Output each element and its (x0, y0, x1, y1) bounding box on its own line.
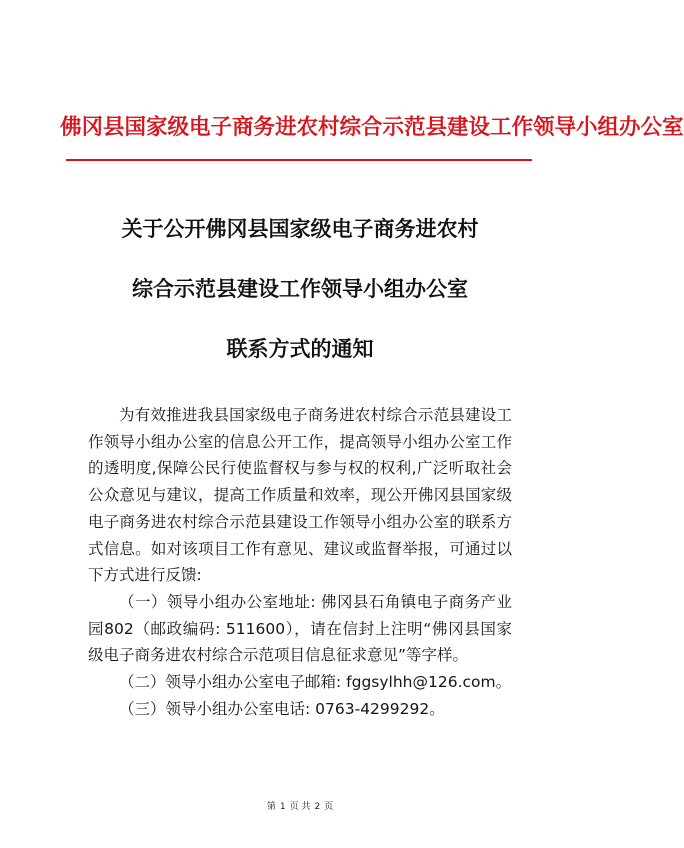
page-label-suffix: 页 (324, 802, 334, 812)
page-number-footer (0, 799, 600, 812)
document-title-line-3: 联系方式的通知 (226, 336, 374, 361)
document-title-line-2: 综合示范县建设工作领导小组办公室 (132, 276, 468, 301)
issuing-office-header: 佛冈县国家级电子商务进农村综合示范县建设工作领导小组办公室 (60, 115, 684, 140)
header-red-rule (66, 159, 532, 161)
page-current-number: 1 (279, 802, 286, 812)
contact-phone-item: （三）领导小组办公室电话: 0763-4299292。 (119, 699, 445, 718)
contact-email-item: （二）领导小组办公室电子邮箱: fggsylhh@126.com。 (119, 673, 512, 692)
intro-paragraph: 为有效推进我县国家级电子商务进农村综合示范县建设工作领导小组办公室的信息公开工作，提高领导小组办公室工作的透明度,保障公民行使监督权与参与权的权利,广泛听取社会公众意见与建议，提高工作质量和效率，现公开佛冈县国家级电子商务进农村综合示范县建设工作领导小组办公室的联系方式信息。如对该项目工作有意见、建议或监督举报，可通过以下方式进行反馈: (88, 406, 512, 585)
page-label-mid: 页 共 (289, 802, 311, 812)
page-label-prefix: 第 (266, 802, 276, 812)
document-body (88, 402, 512, 722)
document-title-line-1: 关于公开佛冈县国家级电子商务进农村 (121, 216, 479, 241)
page-total-number: 2 (314, 802, 321, 812)
contact-address-item: （一）领导小组办公室地址: 佛冈县石角镇电子商务产业园802（邮政编码: 511600），请在信封上注明“佛冈县国家级电子商务进农村综合示范项目信息征求意见”等字样。 (88, 592, 512, 665)
